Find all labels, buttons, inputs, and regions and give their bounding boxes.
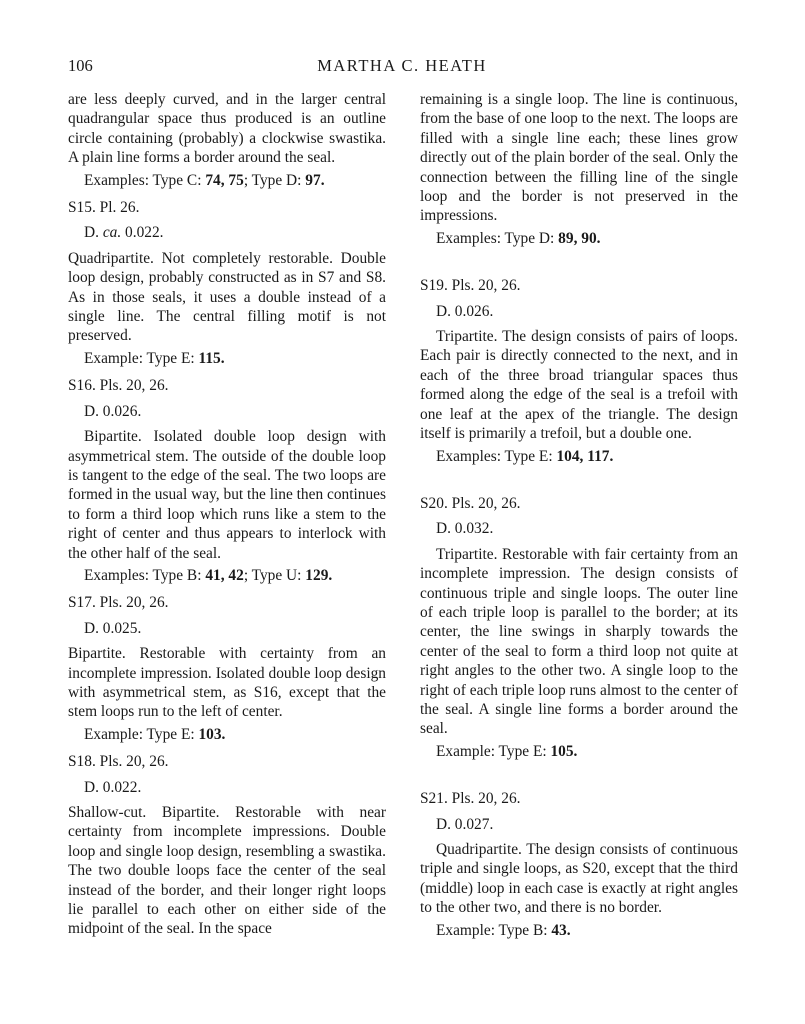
seal-description: Tripartite. Restorable with fair certainty from an incomplete impression. The design consists of continuous triple and single loops. The outer line of each triple loop is parallel to the border; at its center, the line swings in sharply towards the center of the seal to form a third loop not quite at right angles to the other two. A single loop to the right of each triple loop runs almost to the center of the seal. A single line forms a border around the seal. xyxy=(420,545,738,738)
seal-description: Bipartite. Restorable with certainty from an incomplete impression. Isolated double loop design with asymmetrical stem, as S16, except that the stem loops run to the left of center. xyxy=(68,645,386,721)
seal-description: Quadripartite. The design consists of continuous triple and single loops, as S20, except that the third (middle) loop in each case is exactly at right angles to the other two, and there is no border. xyxy=(420,841,738,917)
examples-line: Example: Type B: 43. xyxy=(436,921,571,939)
seal-heading-s21: S21. Pls. 20, 26. xyxy=(420,790,521,808)
page-number: 106 xyxy=(68,56,93,75)
examples-line: Examples: Type D: 89, 90. xyxy=(436,229,601,247)
seal-heading-s17: S17. Pls. 20, 26. xyxy=(68,594,169,612)
seal-description: Quadripartite. Not completely restorable. Double loop design, probably constructed as in S7 and S8. As in those seals, it uses a double instead of a single line. The central filling motif is not preserved. xyxy=(68,249,386,345)
seal-diameter: D. ca. 0.022. xyxy=(84,224,164,242)
right-column xyxy=(420,90,738,946)
examples-line: Example: Type E: 105. xyxy=(436,742,578,760)
seal-diameter: D. 0.022. xyxy=(84,778,142,796)
seal-heading-s19: S19. Pls. 20, 26. xyxy=(420,277,521,295)
paragraph: are less deeply curved, and in the larger central quadrangular space thus produced is an outline circle containing (probably) a clockwise swastika. A plain line forms a border around the seal. xyxy=(68,91,386,167)
examples-line: Examples: Type B: 41, 42; Type U: 129. xyxy=(84,566,333,584)
seal-diameter: D. 0.026. xyxy=(84,402,142,420)
left-column xyxy=(68,90,386,942)
paragraph: remaining is a single loop. The line is continuous, from the base of one loop to the next. The loops are filled with a single line each; these lines grow directly out of the plain border of the seal. Only the connection between the filling line of the single loop and the border is not preserved in the impressions. xyxy=(420,91,738,225)
seal-heading-s20: S20. Pls. 20, 26. xyxy=(420,494,521,512)
seal-description: Tripartite. The design consists of pairs of loops. Each pair is directly connected to the next, and in each of the three broad triangular spaces thus formed along the edge of the seal is a trefoil with one leaf at the apex of the triangle. The design itself is primarily a trefoil, but a double one. xyxy=(420,328,738,443)
running-title: MARTHA C. HEATH xyxy=(317,56,487,75)
seal-diameter: D. 0.027. xyxy=(436,815,494,833)
seal-diameter: D. 0.032. xyxy=(436,520,494,538)
seal-heading-s15: S15. Pl. 26. xyxy=(68,199,140,217)
seal-heading-s16: S16. Pls. 20, 26. xyxy=(68,377,169,395)
seal-description: Shallow-cut. Bipartite. Restorable with near certainty from incomplete impressions. Double loop and single loop design, resembling a swastika. The two double loops face the center of the seal instead of the border, and their longer right loops lie parallel to each other on either side of the midpoint of the seal. In the space xyxy=(68,804,386,938)
examples-line: Example: Type E: 103. xyxy=(84,725,226,743)
seal-heading-s18: S18. Pls. 20, 26. xyxy=(68,753,169,771)
seal-diameter: D. 0.025. xyxy=(84,619,142,637)
examples-line: Examples: Type E: 104, 117. xyxy=(436,447,614,465)
seal-diameter: D. 0.026. xyxy=(436,302,494,320)
examples-line: Examples: Type C: 74, 75; Type D: 97. xyxy=(84,171,325,189)
seal-description: Bipartite. Isolated double loop design with asymmetrical stem. The outside of the double loop is tangent to the edge of the seal. The two loops are formed in the usual way, but the line then continues to form a third loop which runs like a stem to the right of center and thus appears to interlock with the other half of the seal. xyxy=(68,428,386,562)
examples-line: Example: Type E: 115. xyxy=(84,349,225,367)
page-header xyxy=(68,56,736,80)
